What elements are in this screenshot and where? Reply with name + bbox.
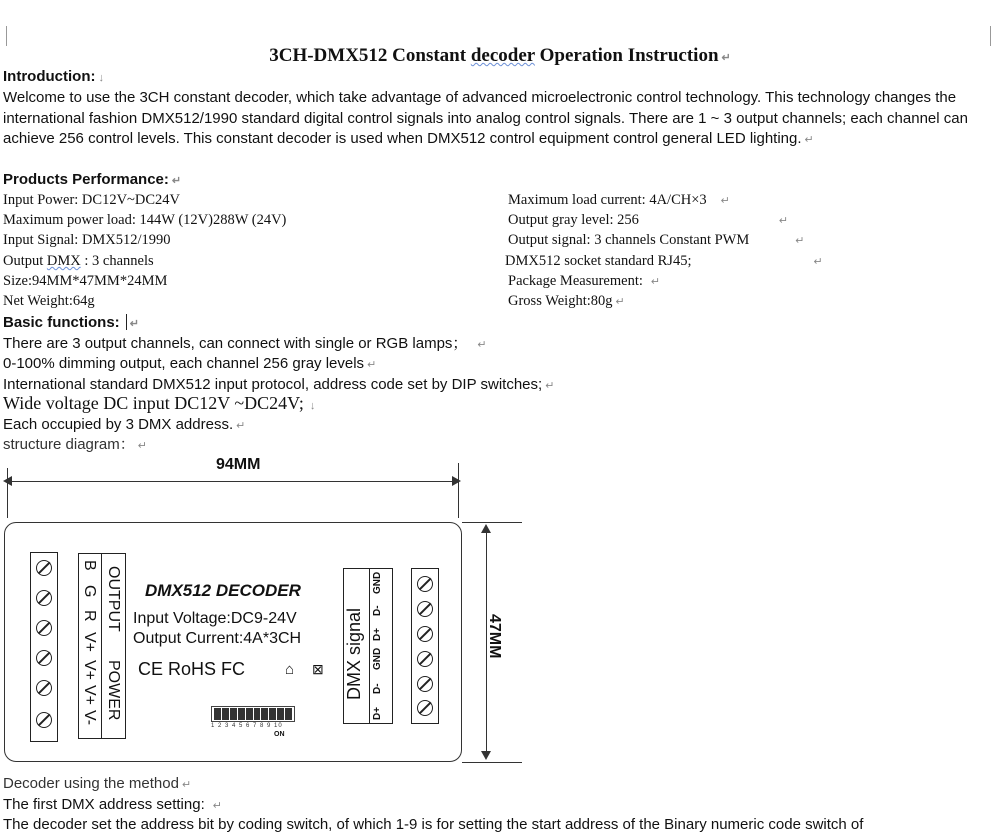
basic-item-1: 0-100% dimming output, each channel 256 gray levels ↵ (3, 355, 377, 372)
arrow-up-icon (481, 524, 491, 533)
dmx-pin-gnd-top: GND (372, 571, 383, 594)
footer-line-0: Decoder using the method ↵ (3, 775, 192, 792)
screw-icon (417, 626, 433, 642)
output-pin-b: B (81, 560, 98, 571)
height-dimension-label: 47MM (486, 614, 503, 659)
paragraph-mark-icon: ↵ (721, 52, 731, 64)
title-underlined-word: decoder (470, 45, 535, 66)
screw-icon (36, 680, 52, 696)
paragraph-mark-icon: ↓ (98, 72, 104, 84)
input-voltage-label: Input Voltage:DC9-24V (133, 610, 297, 627)
power-pin-vplus-1: V+ (81, 660, 98, 681)
screw-icon (417, 601, 433, 617)
basic-heading: Basic functions: ↵ (3, 314, 139, 331)
performance-heading: Products Performance: ↵ (3, 171, 182, 188)
spec-right-1: Output gray level: 256 ↵ (508, 212, 789, 228)
height-extension-top (462, 522, 522, 523)
dip-switch[interactable] (211, 706, 295, 722)
power-pin-vminus: V- (81, 710, 98, 726)
width-extension-right (458, 463, 459, 518)
dmx-pin-gnd-bottom: GND (372, 647, 383, 670)
arrow-left-icon (3, 476, 12, 486)
dmx-signal-label: DMX signal (344, 607, 364, 700)
dip-switch-numbers: 1 2 3 4 5 6 7 8 9 10 (211, 723, 283, 729)
dmx-pin-dminus-top: D- (372, 605, 383, 616)
spec-left-1: Maximum power load: 144W (12V)288W (24V) (3, 212, 287, 228)
basic-item-0: There are 3 output channels, can connect with single or RGB lamps； ↵ (3, 335, 487, 352)
title-suffix: Operation Instruction (534, 45, 719, 66)
spec-left-2: Input Signal: DMX512/1990 (3, 232, 171, 248)
dmx-pin-dplus-top: D+ (372, 627, 383, 641)
output-group-label: OUTPUT (105, 566, 122, 632)
screw-icon (417, 651, 433, 667)
paragraph-mark-icon: ↵ (171, 175, 182, 187)
dmx-pin-dminus-bottom: D- (372, 683, 383, 694)
house-icon: ⌂ (285, 661, 295, 678)
screw-icon (36, 712, 52, 728)
spec-left-5: Net Weight:64g (3, 293, 95, 309)
page-corner-mark-right (990, 26, 991, 46)
device-title: DMX512 DECODER (145, 581, 301, 600)
arrow-down-icon (481, 751, 491, 760)
paragraph-mark-icon: ↵ (804, 134, 814, 146)
dmx-pin-dplus-bottom: D+ (372, 706, 383, 720)
screw-icon (417, 700, 433, 716)
intro-heading: Introduction: ↓ (3, 68, 104, 85)
dmx-pin-table-divider (369, 568, 370, 724)
spec-right-2: Output signal: 3 channels Constant PWM ↵ (508, 232, 805, 248)
output-current-label: Output Current:4A*3CH (133, 630, 302, 647)
footer-line-2: The decoder set the address bit by coding switch, of which 1-9 is for setting the start address of the Binary numeric code switch of (3, 816, 864, 833)
width-dimension-label: 94MM (216, 456, 261, 473)
spec-right-5: Gross Weight:80g ↵ (508, 293, 625, 309)
output-pin-g: G (81, 585, 98, 598)
screw-icon (36, 590, 52, 606)
footer-line-1: The first DMX address setting: ↵ (3, 796, 222, 813)
output-pin-r: R (81, 610, 98, 622)
height-extension-bottom (462, 762, 522, 763)
screw-icon (417, 676, 433, 692)
basic-item-2: International standard DMX512 input protocol, address code set by DIP switches; ↵ (3, 376, 555, 393)
document-title (0, 45, 1000, 67)
basic-item-3: Wide voltage DC input DC12V ~DC24V; ↓ (3, 393, 316, 413)
screw-icon (36, 620, 52, 636)
spec-right-3: DMX512 socket standard RJ45; ↵ (505, 253, 823, 269)
arrow-right-icon (452, 476, 461, 486)
crossed-bin-icon: ⊠ (312, 661, 324, 677)
spec-right-0: Maximum load current: 4A/CH×3 ↵ (508, 192, 730, 208)
spec-left-4: Size:94MM*47MM*24MM (3, 273, 168, 289)
paragraph-mark-icon: ↵ (129, 318, 139, 330)
text-cursor (126, 314, 127, 330)
width-dimension-line (8, 481, 458, 482)
certification-marks: CE RoHS FC (138, 659, 246, 679)
spec-right-4: Package Measurement: ↵ (508, 273, 661, 289)
screw-icon (36, 560, 52, 576)
spec-left-3: Output DMX : 3 channels (3, 253, 154, 269)
dip-switch-on-label: ON (274, 731, 285, 738)
basic-item-4: Each occupied by 3 DMX address. ↵ (3, 416, 246, 433)
power-pin-vplus-2: V+ (81, 685, 98, 706)
intro-paragraph: Welcome to use the 3CH constant decoder, which take advantage of advanced microelectronic control technology. This technology changes the international fashion DMX512/1990 standard digital control signals into analog control signals. There are 1 ~ 3 output channels; each channel can achieve 256 control levels. This constant decoder is used when DMX512 control equipment control general LED lighting. ↵ (3, 89, 968, 147)
output-pin-vplus: V+ (81, 632, 98, 653)
title-prefix: 3CH-DMX512 Constant (269, 45, 471, 66)
screw-icon (417, 576, 433, 592)
basic-item-5: structure diagram： ↵ (3, 436, 147, 453)
power-group-label: POWER (105, 660, 122, 721)
spec-left-0: Input Power: DC12V~DC24V (3, 192, 181, 208)
output-pin-table-divider (101, 553, 102, 739)
page-corner-mark-left (6, 26, 7, 46)
screw-icon (36, 650, 52, 666)
